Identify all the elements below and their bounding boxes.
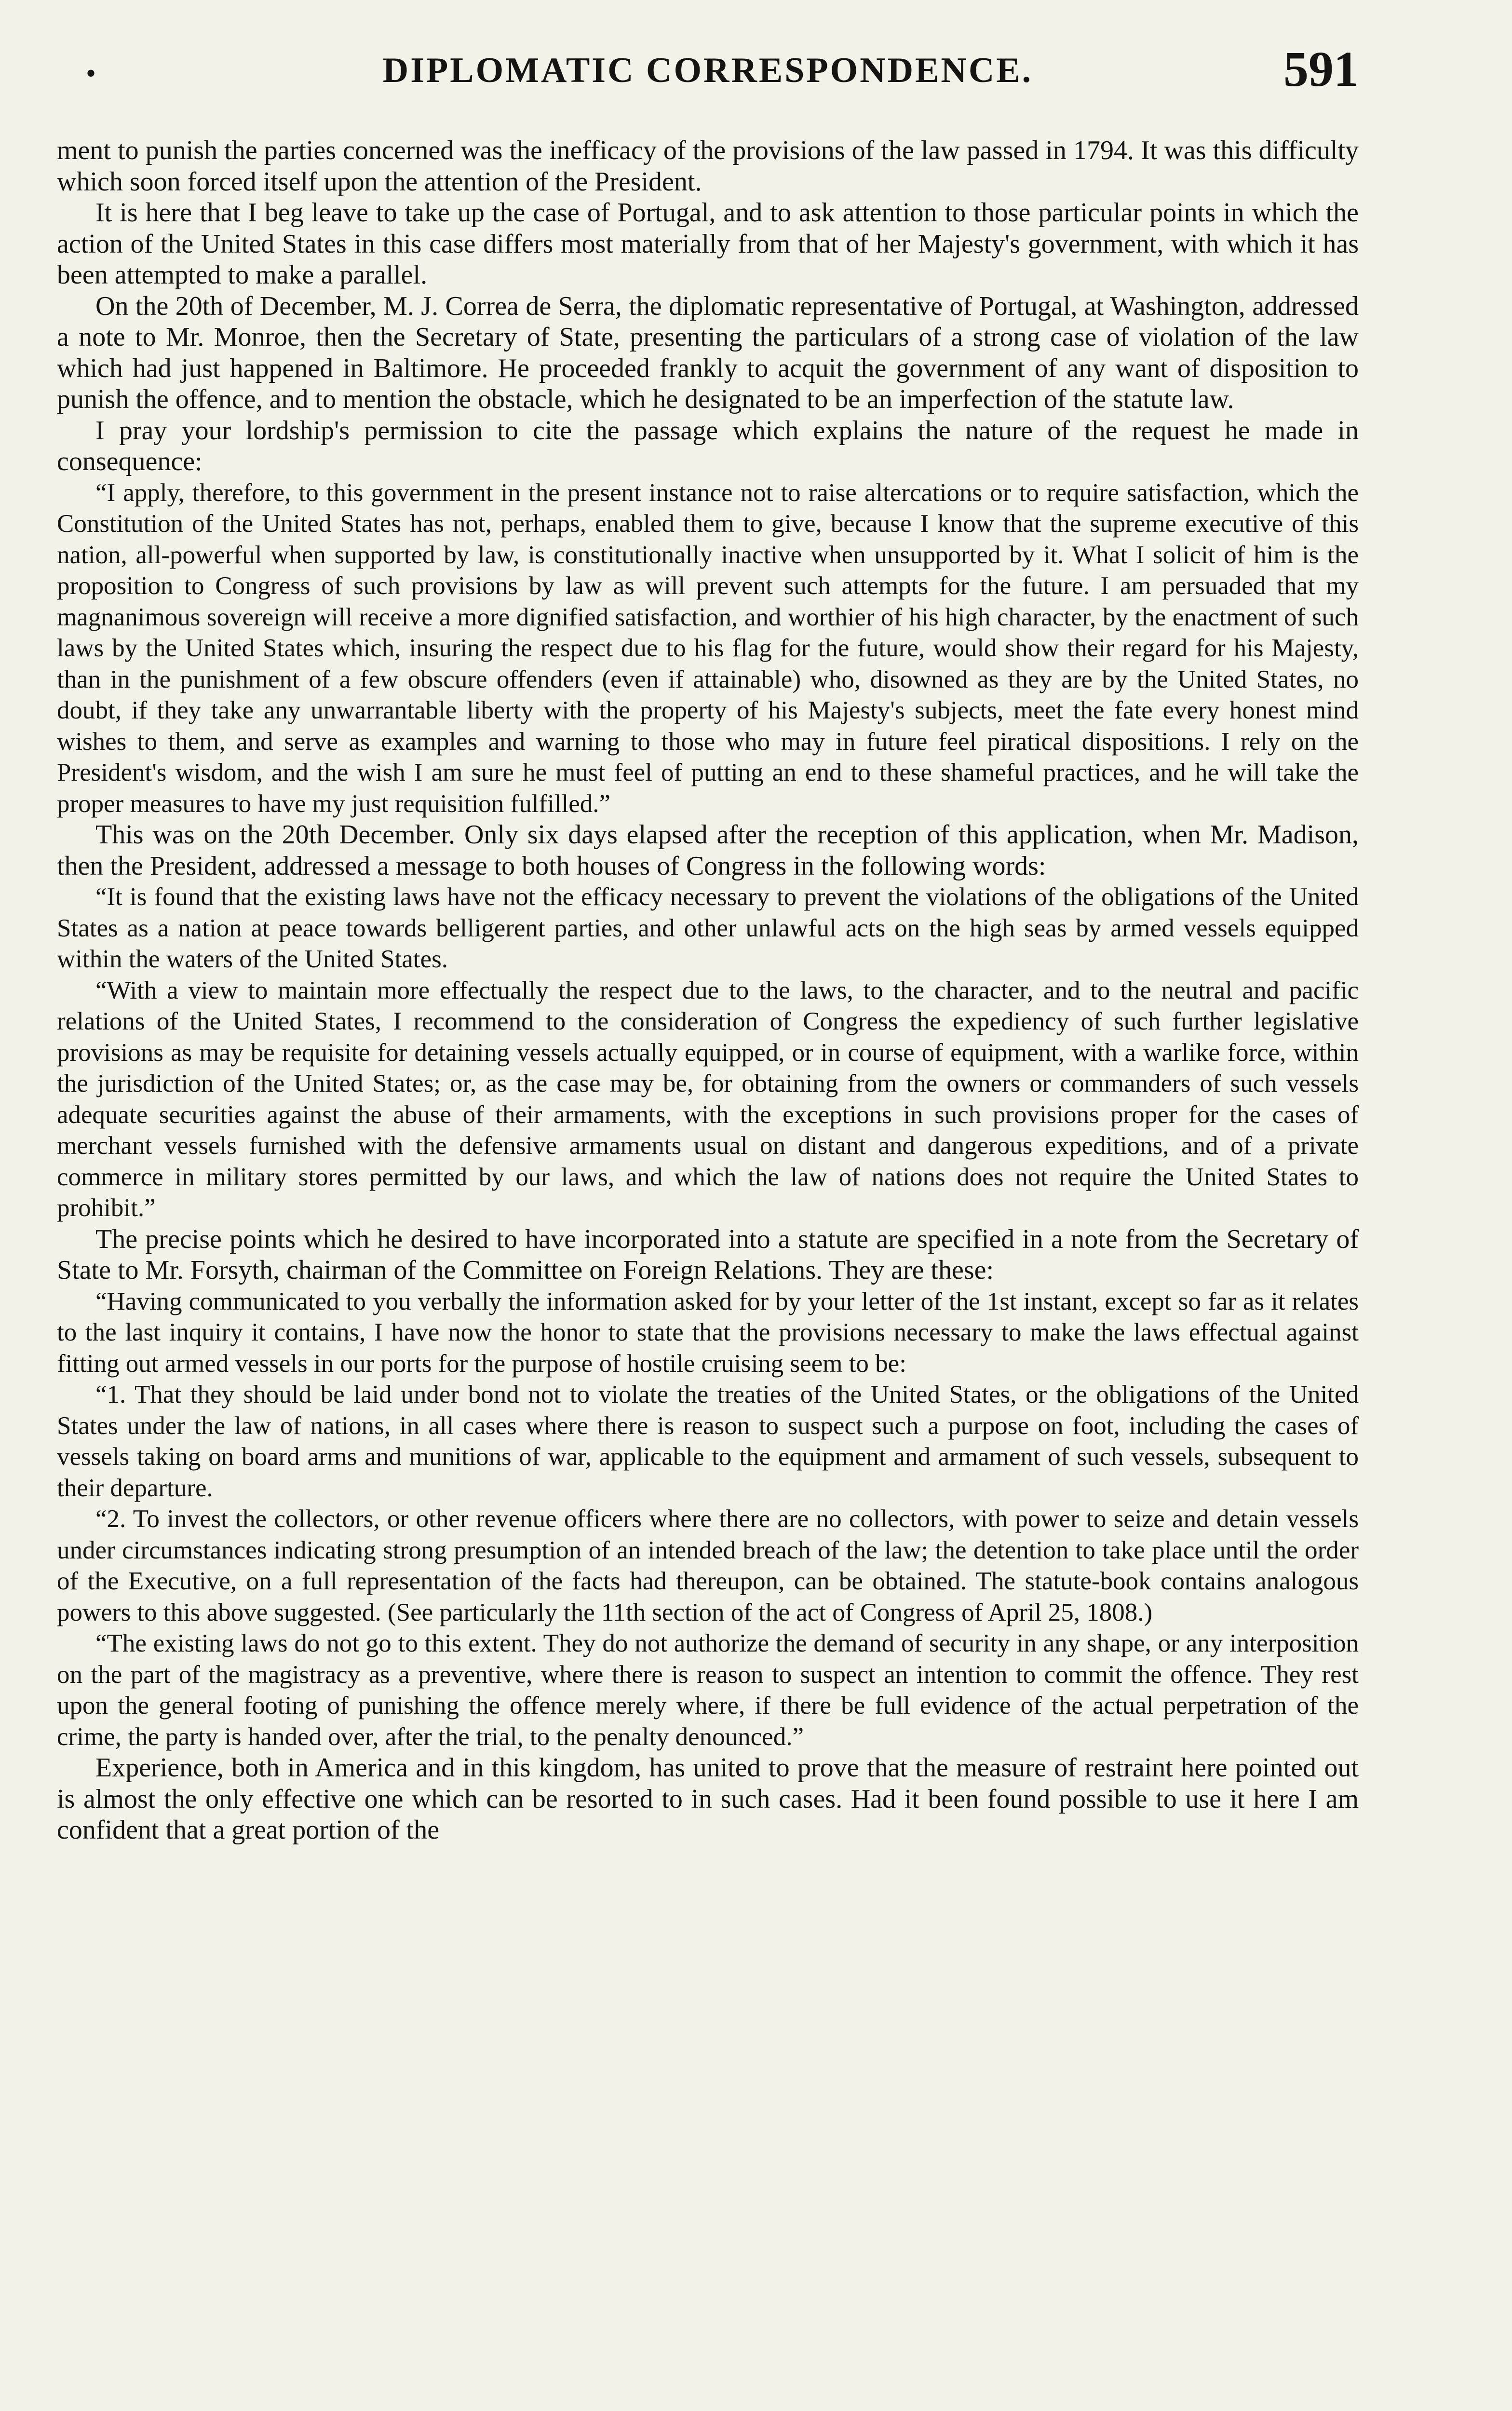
margin-dot: •	[86, 57, 96, 89]
quote-point-1: “1. That they should be laid under bond not to violate the treaties of the United States, or the obligations of the United States under the law of nations, in all cases where there is reason to suspect such a purpose on foot, including the cases of vessels taking on board arms and munitions of war, applicable to the equipment and armament of such vessels, subsequent to their departure.	[57, 1381, 1359, 1502]
paragraph-experience: Experience, both in America and in this kingdom, has united to prove that the measure of restraint here pointed out is almost the only effective one which can be resorted to in such cases. Had it been found possible to use it here I am confident that a great portion of the	[57, 1753, 1359, 1845]
quote-point-2: “2. To invest the collectors, or other revenue officers where there are no collectors, with power to seize and detain vessels under circumstances indicating strong presumption of an intended breach of the law; the detention to take place until the order of the Executive, on a full representation of the facts had thereupon, can be obtained. The statute-book contains analogous powers to this above suggested. (See particularly the 11th section of the act of Congress of April 25, 1808.)	[57, 1505, 1359, 1626]
body-text	[57, 135, 1359, 1846]
running-head	[57, 34, 1359, 106]
paragraph-portugal-case: It is here that I beg leave to take up the case of Portugal, and to ask attention to those particular points in which the action of the United States in this case differs most materially from that of her Majesty's government, with which it has been attempted to make a parallel.	[57, 198, 1359, 290]
quote-existing-laws: “The existing laws do not go to this extent. They do not authorize the demand of security in any shape, or any interposition on the part of the magistracy as a preventive, where there is reason to suspect an intention to commit the offence. They rest upon the general footing of punishing the offence merely where, if there be full evidence of the actual perpetration of the crime, the party is handed over, after the trial, to the penalty denounced.”	[57, 1629, 1359, 1751]
paragraph-correa-note: On the 20th of December, M. J. Correa de Serra, the diplomatic representative of Portugal, at Washington, addressed a note to Mr. Monroe, then the Secretary of State, presenting the particulars of a strong case of violation of the law which had just happened in Baltimore. He proceeded frankly to acquit the government of any want of disposition to punish the offence, and to mention the obstacle, which he designated to be an imperfection of the statute law.	[57, 291, 1359, 414]
quote-secretary-note: “Having communicated to you verbally the information asked for by your letter of the 1st instant, except so far as it relates to the last inquiry it contains, I have now the honor to state that the provisions necessary to make the laws effectual against fitting out armed vessels in our ports for the purpose of hostile cruising seem to be:	[57, 1287, 1359, 1378]
quote-correa-letter: “I apply, therefore, to this government in the present instance not to raise altercations or to require satisfaction, which the Constitution of the United States has not, perhaps, enabled them to give, because I know that the supreme executive of this nation, all-powerful when supported by law, is constitutionally inactive when unsupported by it. What I solicit of him is the proposition to Congress of such provisions by law as will prevent such attempts for the future. I am persuaded that my magnanimous sovereign will receive a more dignified satisfaction, and worthier of his high character, by the enactment of such laws by the United States which, insuring the respect due to his flag for the future, would show their regard for his Majesty, than in the punishment of a few obscure offenders (even if attainable) who, disowned as they are by the United States, no doubt, if they take any unwarrantable liberty with the property of his Majesty's subjects, meet the fate every honest mind wishes to them, and serve as examples and warning to those who may in future feel piratical dispositions. I rely on the President's wisdom, and the wish I am sure he must feel of putting an end to these shameful practices, and he will take the proper measures to have my just requisition fulfilled.”	[57, 478, 1359, 818]
running-head-title: DIPLOMATIC CORRESPONDENCE.	[382, 51, 1033, 90]
quote-message-part-2: “With a view to maintain more effectually the respect due to the laws, to the character, and to the neutral and pacific relations of the United States, I recommend to the consideration of Congress the expediency of such further legislative provisions as may be requisite for detaining vessels actually equipped, or in course of equipment, with a warlike force, within the jurisdiction of the United States; or, as the case may be, for obtaining from the owners or commanders of such vessels adequate securities against the abuse of their armaments, with the exceptions in such provisions proper for the cases of merchant vessels furnished with the defensive armaments usual on distant and dangerous expeditions, and of a private commerce in military stores permitted by our laws, and which the law of nations does not require the United States to prohibit.”	[57, 976, 1359, 1222]
page-number: 591	[1283, 41, 1359, 97]
paragraph-madison-message: This was on the 20th December. Only six days elapsed after the reception of this application, when Mr. Madison, then the President, addressed a message to both houses of Congress in the following words:	[57, 820, 1359, 881]
paragraph-cite-request: I pray your lordship's permission to cite the passage which explains the nature of the request he made in consequence:	[57, 415, 1359, 476]
document-page	[57, 34, 1359, 2411]
paragraph-precise-points: The precise points which he desired to have incorporated into a statute are specified in a note from the Secretary of State to Mr. Forsyth, chairman of the Committee on Foreign Relations. They are these:	[57, 1224, 1359, 1285]
quote-message-part-1: “It is found that the existing laws have not the efficacy necessary to prevent the violations of the obligations of the United States as a nation at peace towards belligerent parties, and other unlawful acts on the high seas by armed vessels equipped within the waters of the United States.	[57, 883, 1359, 973]
paragraph-continuation: ment to punish the parties concerned was the inefficacy of the provisions of the law passed in 1794. It was this difficulty which soon forced itself upon the attention of the President.	[57, 135, 1359, 197]
